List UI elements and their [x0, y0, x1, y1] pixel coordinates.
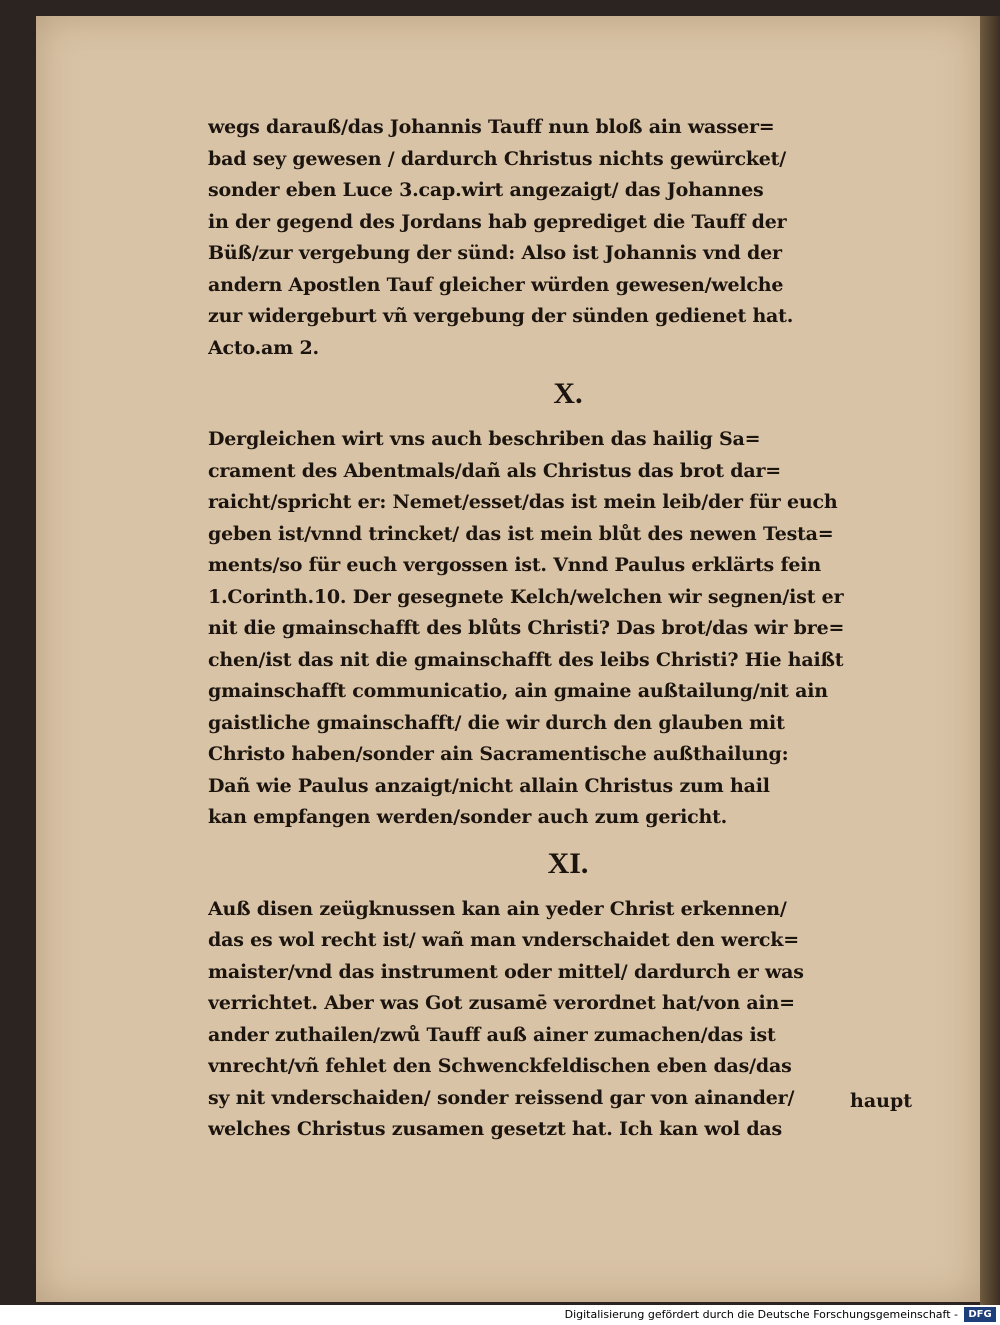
text-line: raicht/spricht er: Nemet/esset/das ist mein leib/der für euch: [208, 491, 838, 513]
text-line: Dergleichen wirt vns auch beschriben das hailig Sa=: [208, 428, 761, 450]
footer-bar: [0, 1305, 1000, 1325]
paragraph-section-xi: [208, 894, 928, 1146]
text-line: ments/so für euch vergossen ist. Vnnd Paulus erklärts fein: [208, 554, 821, 576]
text-line: Dañ wie Paulus anzaigt/nicht allain Christus zum hail: [208, 774, 770, 797]
text-line: crament des Abentmals/dañ als Christus das brot dar=: [208, 459, 781, 482]
text-line: das es wol recht ist/ wañ man vnderschaidet den werck=: [208, 929, 799, 951]
paragraph-continued: [208, 112, 928, 364]
paragraph-section-x: [208, 424, 928, 834]
text-line: gmainschafft communicatio, ain gmaine außtailung/nit ain: [208, 680, 828, 702]
text-line: kan empfangen werden/sonder auch zum gericht.: [208, 806, 728, 828]
text-line: geben ist/vnnd trincket/ das ist mein blůt des newen Testa=: [208, 522, 834, 545]
text-line: welches Christus zusamen gesetzt hat. Ich kan wol das: [208, 1118, 783, 1140]
text-line: nit die gmainschafft des blůts Christi? Das brot/das wir bre=: [208, 617, 845, 639]
text-line: wegs darauß/das Johannis Tauff nun bloß ain wasser=: [208, 116, 775, 138]
page-text: [208, 112, 928, 1146]
text-line: in der gegend des Jordans hab geprediget die Tauff der: [208, 210, 787, 233]
text-line: zur widergeburt vñ vergebung der sünden gedienet hat.: [208, 305, 794, 327]
text-line: gaistliche gmainschafft/ die wir durch den glauben mit: [208, 711, 785, 734]
section-heading-x: X.: [553, 377, 583, 410]
text-line: ander zuthailen/zwů Tauff auß ainer zumachen/das ist: [208, 1023, 776, 1046]
dfg-logo-icon: DFG: [964, 1307, 996, 1322]
text-line: chen/ist das nit die gmainschafft des leibs Christi? Hie haißt: [208, 648, 844, 671]
section-heading-xi: XI.: [547, 846, 589, 880]
text-line: maister/vnd das instrument oder mittel/ dardurch er was: [208, 960, 804, 983]
funding-credit: Digitalisierung gefördert durch die Deutsche Forschungsgemeinschaft -: [564, 1308, 958, 1321]
text-line: Auß disen zeügknussen kan ain yeder Christ erkennen/: [208, 897, 787, 920]
text-line: Christo haben/sonder ain Sacramentische außthailung:: [208, 743, 789, 765]
text-line: andern Apostlen Tauf gleicher würden gewesen/welche: [208, 273, 784, 296]
text-line: 1.Corinth.10. Der gesegnete Kelch/welchen wir segnen/ist er: [208, 585, 844, 608]
text-line: sy nit vnderschaiden/ sonder reissend gar von ainander/: [208, 1086, 795, 1109]
text-line: vnrecht/vñ fehlet den Schwenckfeldischen eben das/das: [208, 1055, 792, 1077]
book-edge: [980, 16, 1000, 1305]
text-line: verrichtet. Aber was Got zusamē verordnet hat/von ain=: [208, 992, 795, 1014]
text-line: Acto.am 2.: [208, 336, 319, 359]
text-line: sonder eben Luce 3.cap.wirt angezaigt/ das Johannes: [208, 179, 764, 201]
text-line: Büß/zur vergebung der sünd: Also ist Johannis vnd der: [208, 242, 782, 264]
text-line: bad sey gewesen / dardurch Christus nichts gewürcket/: [208, 147, 786, 170]
catchword: haupt: [850, 1090, 913, 1112]
